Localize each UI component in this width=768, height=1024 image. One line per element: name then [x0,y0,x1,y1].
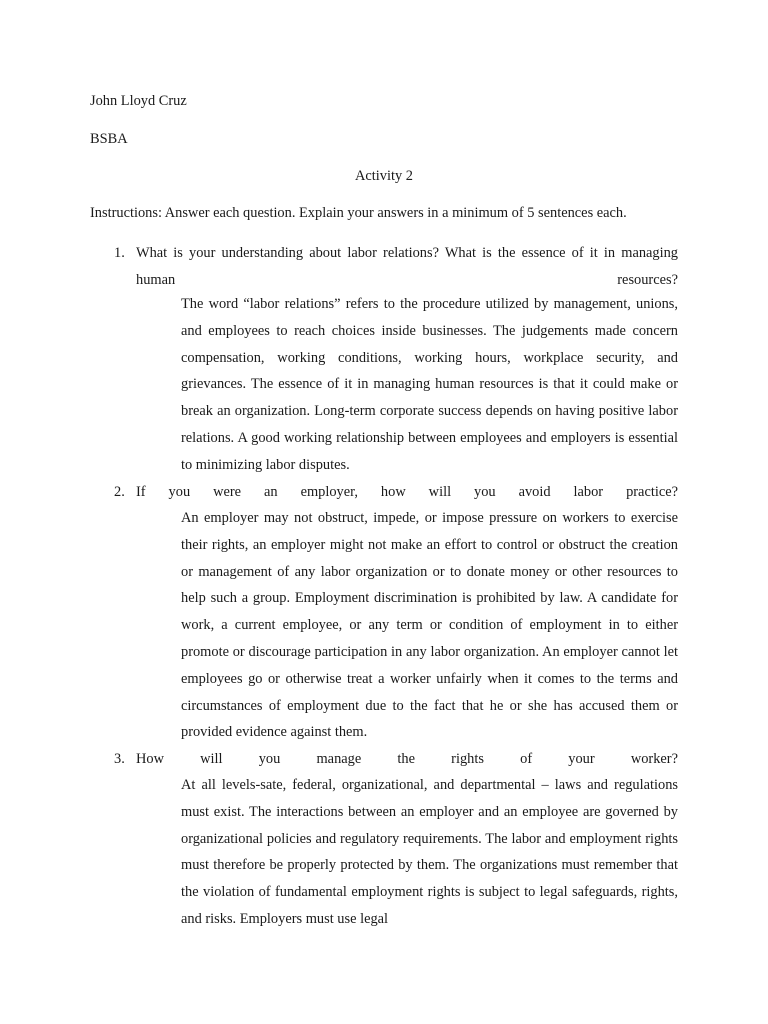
instructions-text: Instructions: Answer each question. Explain your answers in a minimum of 5 sentences each. [90,205,627,221]
answer-3: At all levels-sate, federal, organizational, and departmental – laws and regulations must exist. The interactions between an employer and an employee are governed by organizational policies and regulatory requirements. The labor and employment rights must therefore be properly protected by them. The organizations must remember that the violation of fundamental employment rights is subject to legal safeguards, rights, and risks. Employers must use legal [181,777,678,927]
question-number: 2. [114,484,125,500]
student-name: John Lloyd Cruz [90,93,187,109]
question-text: How will you manage the rights of your worker? [136,751,678,767]
question-number: 1. [114,245,125,261]
answer-2: An employer may not obstruct, impede, or impose pressure on workers to exercise their rights, an employer might not make an effort to control or obstruct the creation or management of any labor organization or to donate money or other resources to help such a group. Employment discrimination is prohibited by law. A candidate for work, a current employee, or any term or condition of employment in to either promote or discourage participation in any labor organization. An employer cannot let employees go or otherwise treat a worker unfairly when it comes to the terms and circumstances of employment due to the fact that he or she has accused them or provided evidence against them. [181,510,678,741]
activity-title: Activity 2 [355,168,413,184]
answer-1: The word “labor relations” refers to the procedure utilized by management, unions, and employees to reach choices inside businesses. The judgements made concern compensation, working conditions, working hours, workplace security, and grievances. The essence of it in managing human resources is that it could make or break an organization. Long-term corporate success depends on having positive labor relations. A good working relationship between employees and employers is essential to minimizing labor disputes. [181,296,678,473]
question-text: If you were an employer, how will you avoid labor practice? [136,484,678,500]
question-text: What is your understanding about labor relations? What is the essence of it in managing human resources? [136,245,678,288]
course-label: BSBA [90,131,128,147]
question-1 [114,240,678,294]
question-number: 3. [114,751,125,767]
